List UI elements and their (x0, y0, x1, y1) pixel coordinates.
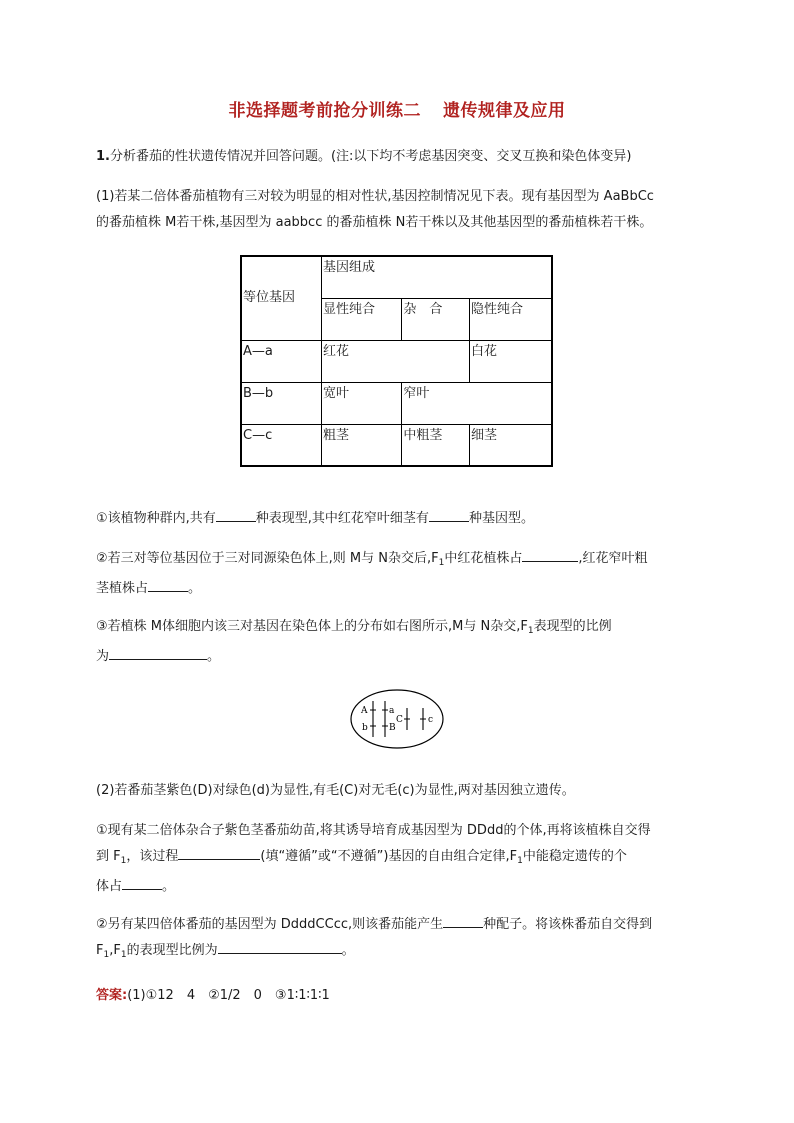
header-allele: 等位基因 (241, 256, 321, 340)
table-row: B—b 宽叶 窄叶 (241, 382, 552, 424)
gene-label-C: C (396, 715, 403, 725)
answer-blank[interactable] (178, 845, 260, 860)
table-row: A—a 红花 白花 (241, 340, 552, 382)
question-2-2: ②另有某四倍体番茄的基因型为 DdddCCcc,则该番茄能产生 种配子。将该株番茄自交得到 $F_1,F_1$的表现型比例为 。 (96, 912, 696, 968)
gene-label-c: c (428, 715, 434, 725)
header-composition: 基因组成 (321, 256, 552, 298)
answer-blank[interactable] (443, 913, 483, 928)
chromosome-diagram (349, 688, 445, 750)
gene-label-B: B (389, 723, 396, 733)
gene-label-a: a (389, 706, 395, 716)
header-dominant-homo: 显性纯合 (321, 298, 401, 340)
answer-blank[interactable] (109, 645, 207, 660)
answer-text: (1)①12 4 ②1/2 0 ③1∶1∶1∶1 (127, 988, 330, 1003)
answer-blank[interactable] (122, 875, 162, 890)
gene-label-b: b (362, 723, 368, 733)
answer-blank[interactable] (522, 547, 578, 562)
gene-table (240, 255, 553, 467)
question-2-1: ①现有某二倍体杂合子紫色茎番茄幼苗,将其诱导培育成基因型为 DDdd的个体,再将该植株自交得 到 $F_1$，该过程 (填“遵循”或“不遵循”)基因的自由组合定律$,F_1$中能稳定遗传的个 体占 。 (96, 823, 651, 894)
answer-section (96, 985, 330, 1007)
header-recessive-homo: 隐性纯合 (470, 298, 552, 340)
part2-intro: (2)若番茄茎紫色(D)对绿色(d)为显性,有毛(C)对无毛(c)为显性,两对基因独立遗传。 (96, 783, 575, 798)
answer-blank[interactable] (218, 939, 342, 954)
header-hetero: 杂 合 (402, 298, 470, 340)
gene-label-A: A (361, 706, 368, 716)
page-title: 非选择题考前抢分训练二 遗传规律及应用 (228, 101, 566, 121)
question-1-2: ②若三对等位基因位于三对同源染色体上,则 M与 N杂交后$,F_1$中红花植株占 ,红花窄叶粗 茎植株占 。 (96, 546, 696, 602)
answer-blank[interactable] (148, 577, 188, 592)
table-row: C—c 粗茎 中粗茎 细茎 (241, 424, 552, 466)
answer-label: 答案: (96, 988, 128, 1003)
answer-blank[interactable] (216, 507, 256, 522)
question-1-1: ①该植物种群内,共有 种表现型,其中红花窄叶细茎有 种基因型。 (96, 506, 696, 532)
answer-blank[interactable] (429, 507, 469, 522)
question-1-3: ③若植株 M体细胞内该三对基因在染色体上的分布如右图所示,M与 N杂交$,F_1$表现型的比例 为 。 (96, 619, 612, 664)
question-1-stem: 1.分析番茄的性状遗传情况并回答问题。(注:以下均不考虑基因突变、交叉互换和染色体变异) (96, 149, 632, 164)
part1-intro: (1)若某二倍体番茄植物有三对较为明显的相对性状,基因控制情况见下表。现有基因型为 AaBbCc 的番茄植株 M若干株,基因型为 aabbcc 的番茄植株 N若干株以及其他基因型的番茄植株若干株。 (96, 189, 654, 230)
